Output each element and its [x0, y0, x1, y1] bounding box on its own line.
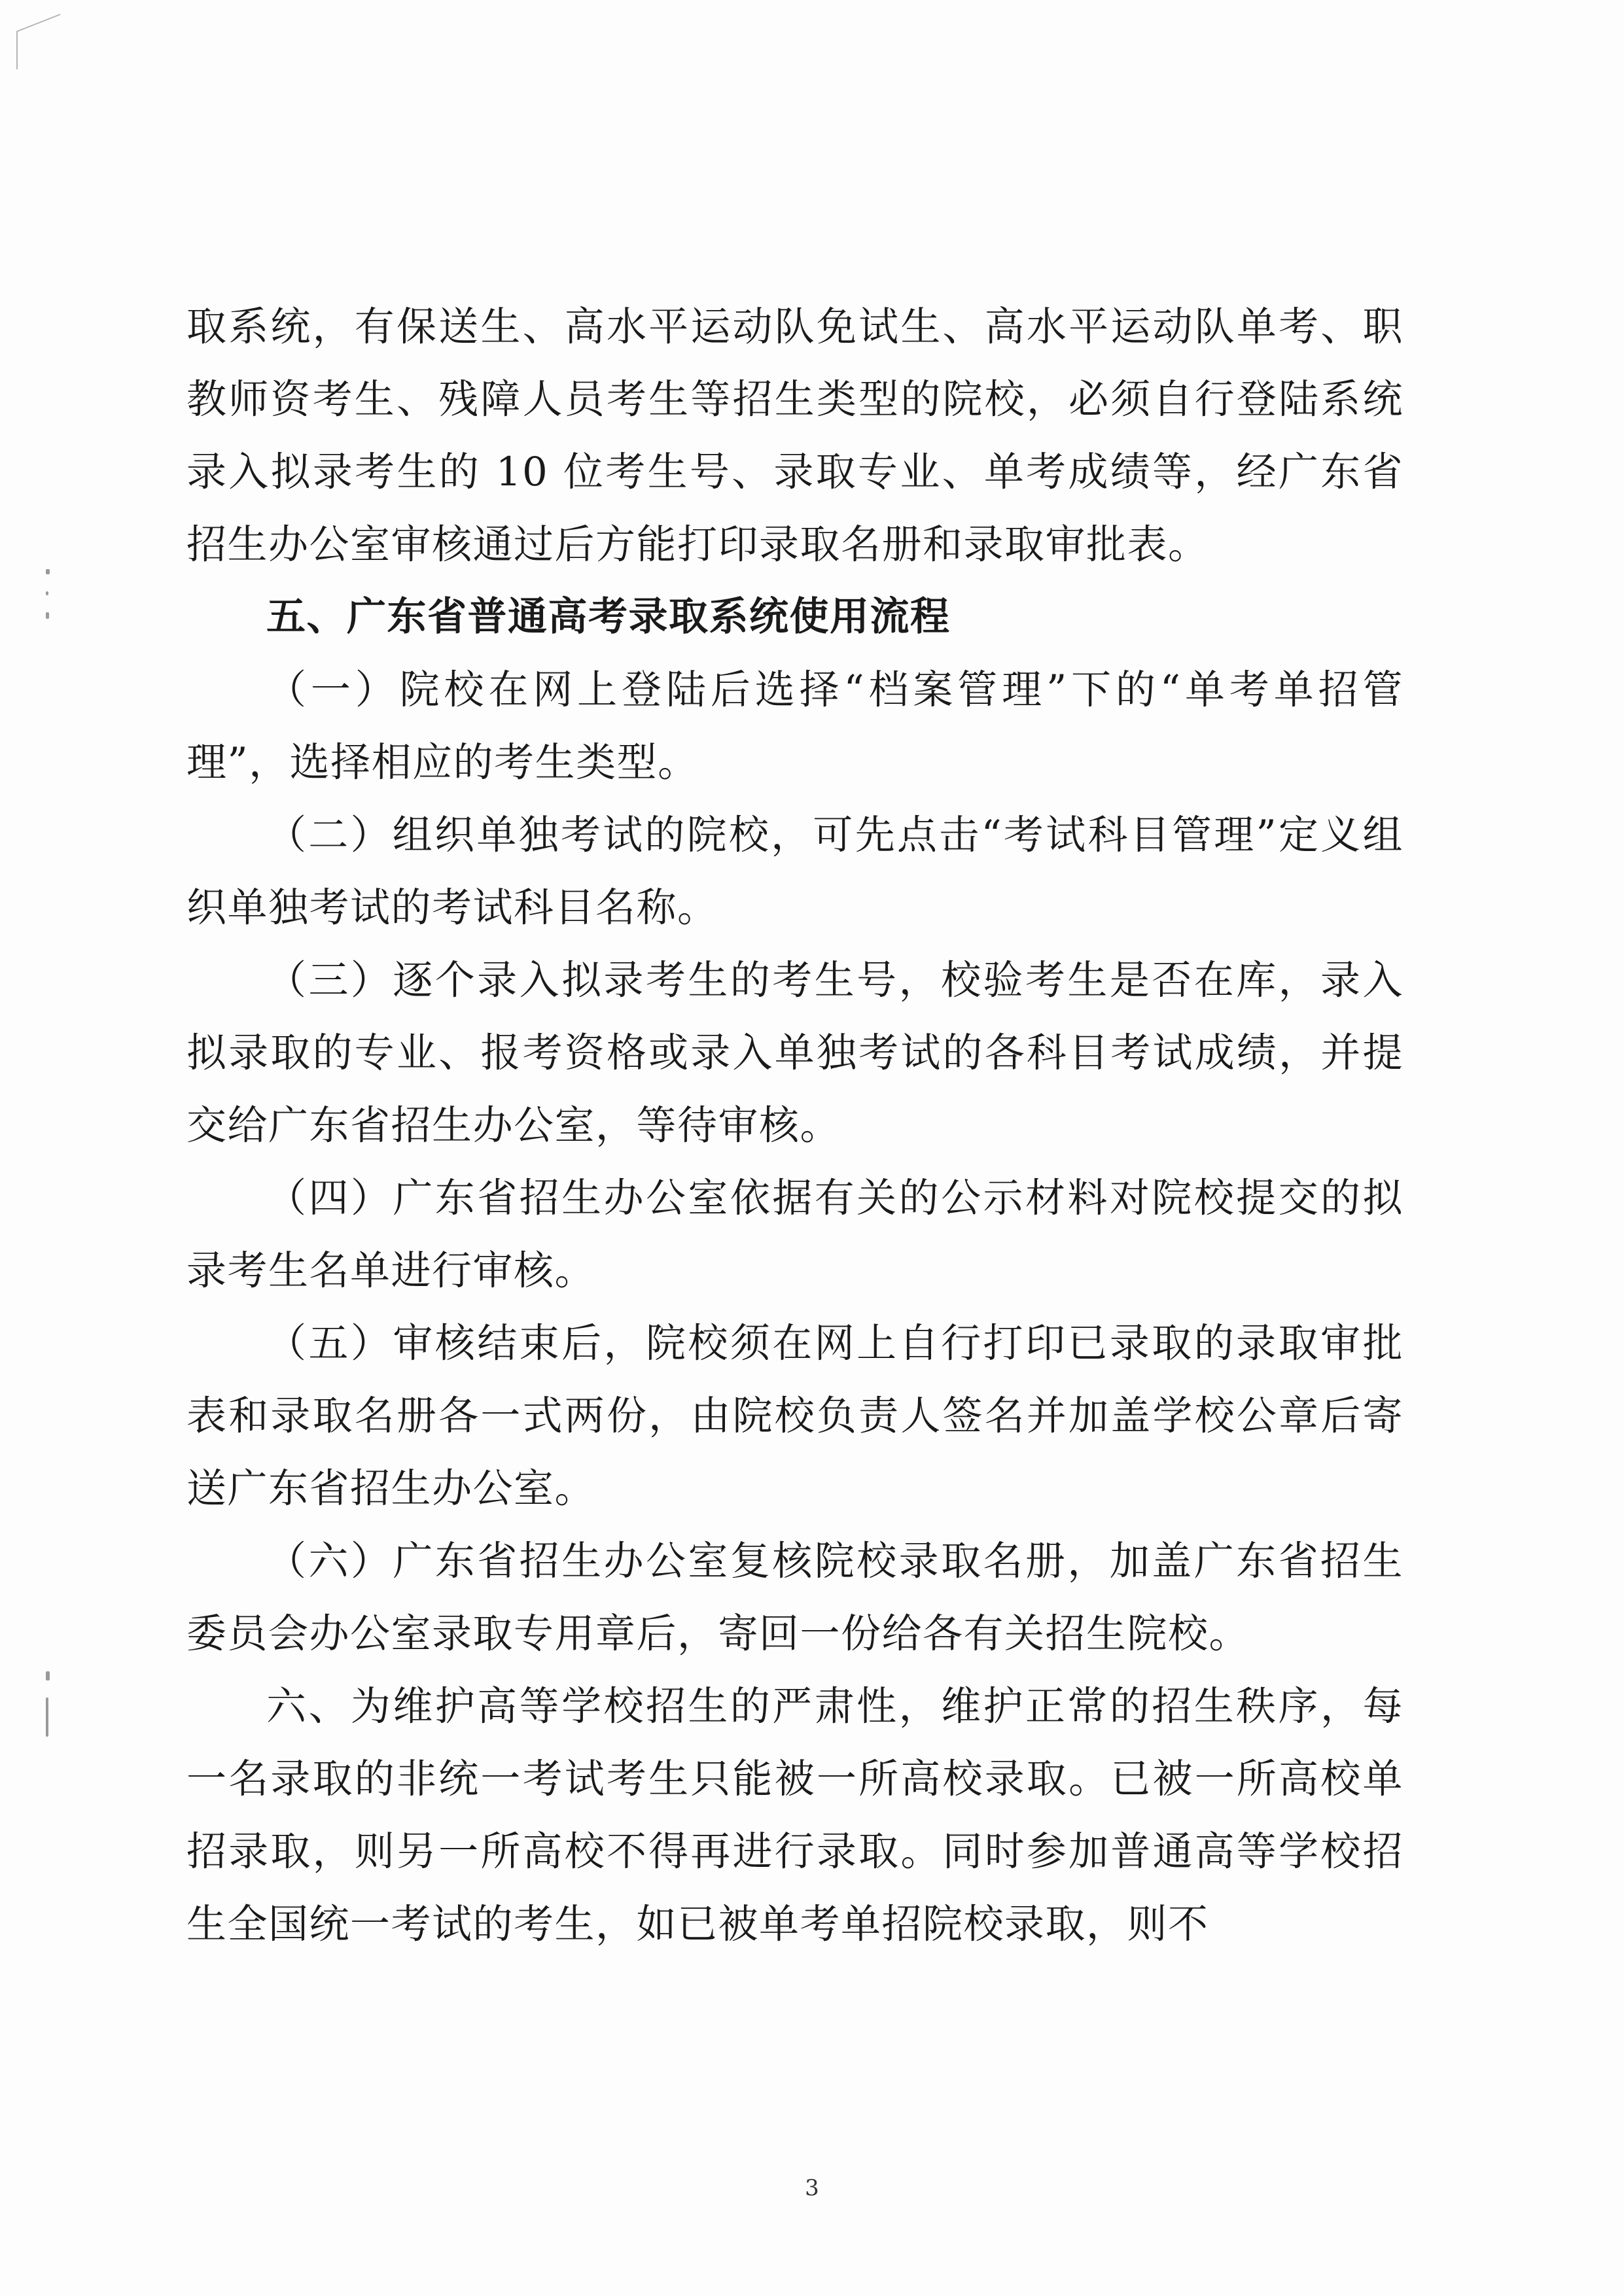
paragraph-step-five: （五）审核结束后，院校须在网上自行打印已录取的录取审批表和录取名册各一式两份，由院校负责人签名并加盖学校公章后寄送广东省招生办公室。 [186, 1320, 1403, 1512]
paragraph-step-three: （三）逐个录入拟录考生的考生号，校验考生是否在库，录入拟录取的专业、报考资格或录入单独考试的各科目考试成绩，并提交给广东省招生办公室，等待审核。 [186, 957, 1403, 1149]
page-number: 3 [805, 2175, 819, 2201]
section-heading-five: 五、广东省普通高考录取系统使用流程 [266, 594, 951, 640]
paragraph-step-one: （一）院校在网上登陆后选择“档案管理”下的“单考单招管理”，选择相应的考生类型。 [186, 667, 1403, 786]
scan-artifact-bottom [46, 1671, 55, 1754]
paragraph-step-six: （六）广东省招生办公室复核院校录取名册，加盖广东省招生委员会办公室录取专用章后，寄回一份给各有关招生院校。 [186, 1538, 1403, 1657]
scan-corner-mark [14, 12, 67, 71]
scan-artifact-top [46, 569, 55, 636]
paragraph-step-two: （二）组织单独考试的院校，可先点击“考试科目管理”定义组织单独考试的考试科目名称。 [186, 812, 1403, 931]
paragraph-step-four: （四）广东省招生办公室依据有关的公示材料对院校提交的拟录考生名单进行审核。 [186, 1175, 1403, 1294]
paragraph-section-six: 六、为维护高等学校招生的严肃性，维护正常的招生秩序，每一名录取的非统一考试考生只能被一所高校录取。已被一所高校单招录取，则另一所高校不得再进行录取。同时参加普通高等学校招生全国统一考试的考生，如已被单考单招院校录取，则不 [186, 1683, 1403, 1947]
document-body [186, 290, 1403, 1960]
paragraph-continuation: 取系统，有保送生、高水平运动队免试生、高水平运动队单考、职教师资考生、残障人员考生等招生类型的院校，必须自行登陆系统录入拟录考生的 10 位考生号、录取专业、单考成绩等，经广东省招生办公室审核通过后方能打印录取名册和录取审批表。 [186, 304, 1403, 568]
